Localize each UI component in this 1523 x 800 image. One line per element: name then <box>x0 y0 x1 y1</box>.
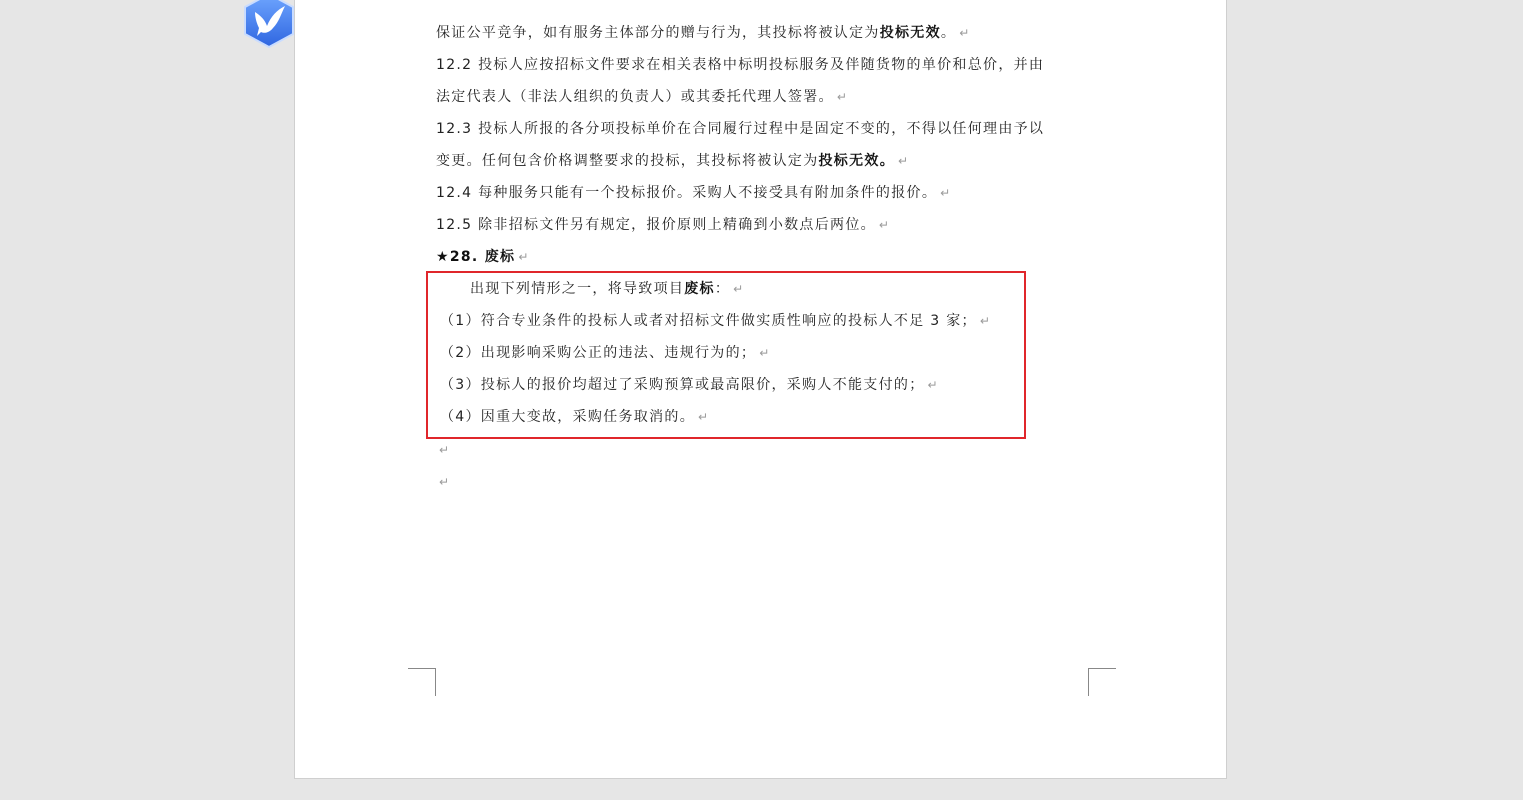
body-text: 法定代表人（非法人组织的负责人）或其委托代理人签署。 <box>436 89 834 105</box>
bold-text: 投标无效。 <box>818 153 895 169</box>
list-item-text: （3）投标人的报价均超过了采购预算或最高限价，采购人不能支付的； <box>440 377 925 393</box>
bold-text: 投标无效 <box>879 25 941 41</box>
body-line-2 <box>436 22 971 44</box>
body-text <box>436 0 1041 1</box>
heading-text: ★28. 废标 <box>436 249 516 265</box>
paragraph-mark-icon: ↵ <box>927 378 939 392</box>
body-text: 变更。任何包含价格调整要求的投标，其投标将被认定为 <box>436 153 819 169</box>
paragraph-mark-icon: ↵ <box>898 154 910 168</box>
body-text-tail: ： <box>714 281 731 297</box>
body-line-7 <box>436 182 951 204</box>
paragraph-mark-icon: ↵ <box>759 346 771 360</box>
list-item-text: （2）出现影响采购公正的违法、违规行为的； <box>440 345 757 361</box>
margin-corner-mark-left <box>408 668 436 696</box>
document-page[interactable] <box>294 0 1227 779</box>
paragraph-mark-icon: ↵ <box>959 26 971 40</box>
body-text: 保证公平竞争，如有服务主体部分的赠与行为，其投标将被认定为 <box>436 25 880 41</box>
paragraph-mark-icon: ↵ <box>518 250 530 264</box>
body-text: 出现下列情形之一，将导致项目 <box>470 281 685 297</box>
body-line-6 <box>436 150 909 172</box>
body-text: 12.3 投标人所报的各分项投标单价在合同履行过程中是固定不变的，不得以任何理由予以 <box>436 121 1045 137</box>
body-line-1 <box>436 0 1041 4</box>
highlight-box <box>426 271 1026 439</box>
body-text-tail: 。 <box>940 25 957 41</box>
body-line-5 <box>436 118 1044 140</box>
body-line-3 <box>436 54 1044 76</box>
paragraph-mark-icon: ↵ <box>698 410 710 424</box>
bird-logo-icon[interactable] <box>241 0 297 50</box>
body-text: 12.4 每种服务只能有一个投标报价。采购人不接受具有附加条件的报价。 <box>436 185 938 201</box>
paragraph-mark-icon: ↵ <box>439 475 451 489</box>
section-heading <box>436 246 530 268</box>
paragraph-mark-icon: ↵ <box>836 90 849 104</box>
paragraph-mark-icon: ↵ <box>439 443 451 457</box>
margin-corner-mark-right <box>1088 668 1116 696</box>
paragraph-mark-icon: ↵ <box>940 186 952 200</box>
list-item-text: （1）符合专业条件的投标人或者对招标文件做实质性响应的投标人不足 3 家； <box>440 313 977 329</box>
empty-paragraph <box>436 439 450 461</box>
body-line-8 <box>436 214 890 236</box>
empty-paragraph <box>436 471 450 493</box>
bold-text: 废标 <box>684 281 715 297</box>
paragraph-mark-icon: ↵ <box>733 282 745 296</box>
body-line-4 <box>436 86 848 108</box>
body-text: 12.2 投标人应按招标文件要求在相关表格中标明投标服务及伴随货物的单价和总价，并由 <box>436 57 1045 73</box>
body-text: 12.5 除非招标文件另有规定，报价原则上精确到小数点后两位。 <box>436 217 876 233</box>
paragraph-mark-icon: ↵ <box>878 218 891 232</box>
paragraph-mark-icon: ↵ <box>979 314 992 328</box>
list-item-text: （4）因重大变故，采购任务取消的。 <box>440 409 696 425</box>
